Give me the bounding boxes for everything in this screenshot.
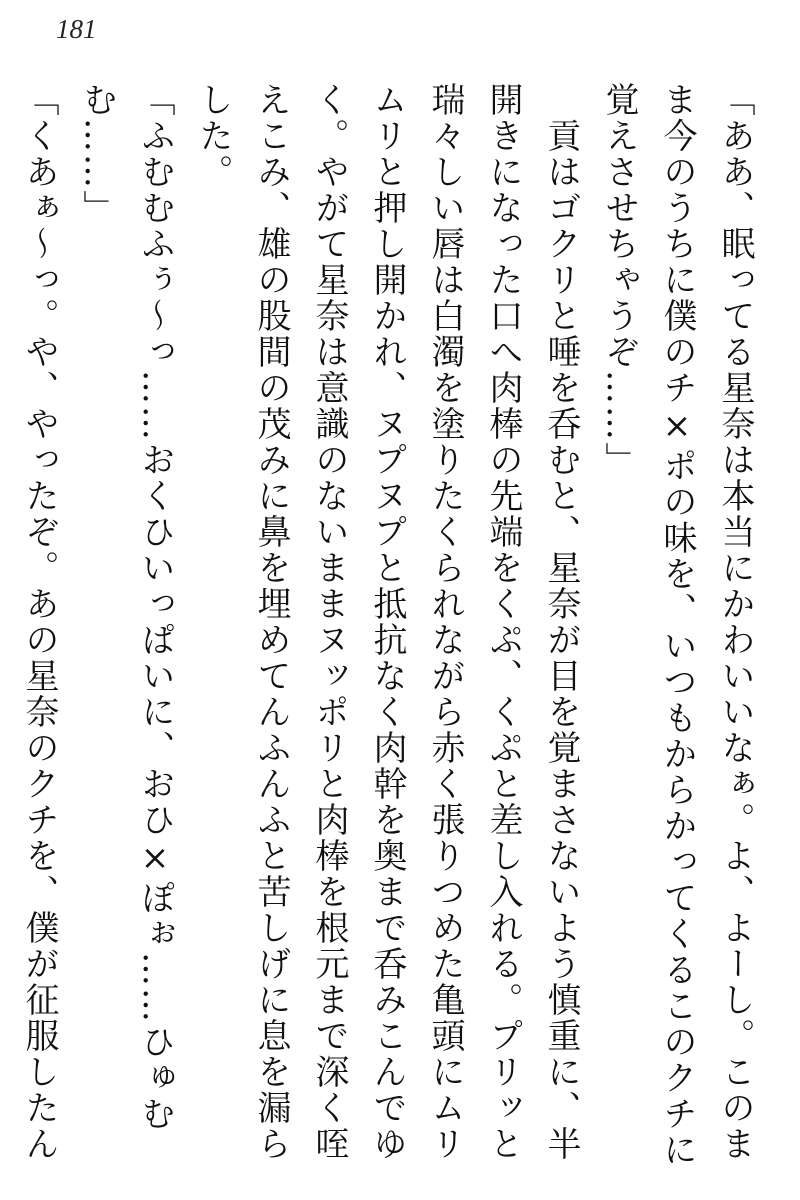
paragraph-3: 「ふむむふぅ～っ……おくひいっぱいに、おひ×ぽぉ……ひゅむむ……」 [77, 82, 175, 1132]
paragraph-1: 「ああ、眠ってる星奈は本当にかわいいなぁ。よ、よーし。このまま今のうちに僕のチ×ポの味を、いつもからかってくるこのクチに覚えさせちゃうぞ……」 [599, 82, 755, 1168]
page-number: 181 [56, 14, 97, 44]
paragraph-4: 「くあぁ～っ。や、やったぞ。あの星奈のクチを、僕が征服したん [19, 82, 59, 1162]
paragraph-2: 貢はゴクリと唾を呑むと、星奈が目を覚まさないよう慎重に、半開きになった口へ肉棒の先端をくぷ、くぷと差し入れる。プリッと瑞々しい唇は白濁を塗りたくられながら赤く張りつめた亀頭にムリムリと押し開かれ、ヌプヌプと抵抗なく肉幹を奥まで呑みこんでゆく。やがて星奈は意識のないままヌッポリと肉棒を根元まで深く咥えこみ、雄の股間の茂みに鼻を埋めてんふんふと苦しげに息を漏らした。 [193, 82, 581, 1162]
vertical-text-body [19, 82, 764, 1192]
